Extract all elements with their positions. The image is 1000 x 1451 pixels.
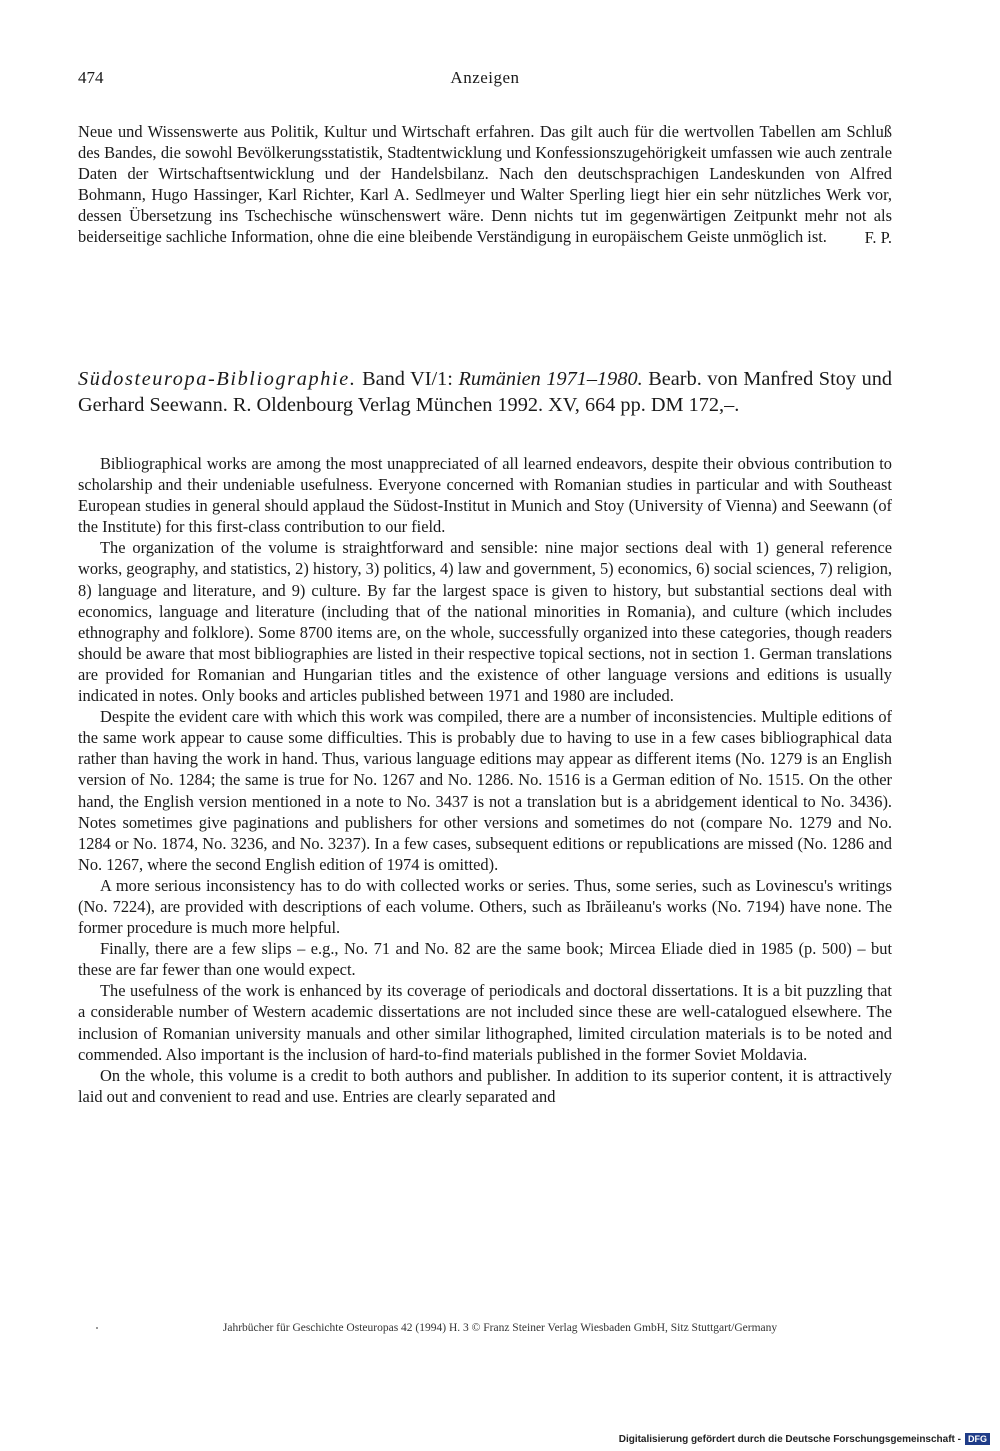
review-paragraph: The usefulness of the work is enhanced by its coverage of periodicals and doctoral dissertations. It is a bit puzzling that a considerable number of Western academic dissertations are not included since these are well-catalogued elsewhere. The inclusion of Romanian university manuals and other similar lithographed, limited circulation materials is to be noted and commended. Also important is the inclusion of hard-to-find materials published in the former Soviet Moldavia. <box>78 981 892 1064</box>
previous-review-ending <box>78 121 892 248</box>
funding-note: Digitalisierung gefördert durch die Deutsche Forschungsgemeinschaft - <box>618 1433 961 1445</box>
review-paragraph: A more serious inconsistency has to do with collected works or series. Thus, some series, such as Lovinescu's writings (No. 7224), are provided with descriptions of each volume. Others, such as Ibrăileanu's works (No. 7194) have none. The former procedure is much more helpful. <box>78 875 892 938</box>
reviewer-signature: F. P. <box>864 227 892 247</box>
review-paragraph: On the whole, this volume is a credit to both authors and publisher. In addition to its superior content, it is attractively laid out and convenient to read and use. Entries are clearly separated and <box>78 1065 892 1106</box>
running-title: Anzeigen <box>450 68 520 87</box>
publication-details: Bearb. von Manfred Stoy und Gerhard Seewann. R. Oldenbourg Verlag München 1992. XV, 664 pp. DM 172,–. <box>78 368 893 416</box>
review-paragraph: Despite the evident care with which this work was compiled, there are a number of inconsistencies. Multiple editions of the same work appear to cause some difficulties. This is probably due to having to use in a few cases bibliographical data rather than having the work in hand. Thus, various language editions may appear as different items (No. 1279 is an English version of No. 1284; the same is true for No. 1267 and No. 1286. No. 1516 is a German edition of No. 1515. On the other hand, the English version mentioned in a note to No. 3437 is not a translation but is a abridgement identical to No. 3436). Notes sometimes give paginations and publishers for other versions and sometimes do not (compare No. 1279 and No. 1284 or No. 1874, No. 3236, and No. 3237). In a few cases, subsequent editions or republications are missed (No. 1286 and No. 1267, where the second English edition of 1974 is omitted). <box>78 707 892 874</box>
review-paragraph: The organization of the volume is straightforward and sensible: nine major sections deal with 1) general reference works, geography, and statistics, 2) history, 3) politics, 4) law and government, 5) economics, 6) social sciences, 7) religion, 8) language and literature, and 9) culture. By far the largest space is given to history, but substantial sections deal with economics, language and literature (including that of the national minorities in Romania), and culture (which includes ethnography and folklore). Some 8700 items are, on the whole, successfully organized into these categories, though readers should be aware that most bibliographies are listed in their respective topical sections, not in section 1. German translations are provided for Romanian and Hungarian titles and the existence of other language versions and editions is usually indicated in notes. Only books and articles published between 1971 and 1980 are included. <box>78 538 892 706</box>
page-header <box>78 68 892 98</box>
series-title: Südosteuropa-Bibliographie. <box>78 368 357 390</box>
review-body <box>78 453 892 1107</box>
dfg-logo-icon: DFG <box>965 1433 990 1445</box>
funding-bar <box>619 1432 990 1446</box>
volume-label: Band VI/1: <box>356 368 459 390</box>
review-heading <box>78 366 892 418</box>
review-paragraph: Bibliographical works are among the most unappreciated of all learned endeavors, despite their obvious contribution to scholarship and their undeniable usefulness. Everyone concerned with Romanian studies in particular and with Southeast European studies in general should applaud the Südost-Institut in Munich and Stoy (University of Vienna) and Seewann (of the Institute) for this first-class contribution to our field. <box>78 454 892 537</box>
journal-footer: Jahrbücher für Geschichte Osteuropas 42 (1994) H. 3 © Franz Steiner Verlag Wiesbaden GmbH, Sitz Stuttgart/Germany <box>222 1322 778 1334</box>
volume-title: Rumänien 1971–1980. <box>458 368 643 390</box>
previous-review-text: Neue und Wissenswerte aus Politik, Kultur und Wirtschaft erfahren. Das gilt auch für die wertvollen Tabellen am Schluß des Bandes, die sowohl Bevölkerungsstatistik, Stadtentwicklung und Konfessionszugehörigkeit umfassen wie auch zentrale Daten der Wirtschaftsentwicklung und der Handelsbilanz. Nach den deutschsprachigen Landeskunden von Alfred Bohmann, Hugo Hassinger, Karl Richter, Karl A. Sedlmeyer und Walter Sperling liegt hier ein sehr nützliches Werk vor, dessen Übersetzung ins Tschechische wünschenswert wäre. Denn nichts tut im gegenwärtigen Zeitpunkt mehr not als beiderseitige sachliche Information, ohne die eine bleibende Verständigung in europäischem Geiste unmöglich ist. <box>78 122 892 247</box>
review-paragraph: Finally, there are a few slips – e.g., No. 71 and No. 82 are the same book; Mircea Eliade died in 1985 (p. 500) – but these are far fewer than one would expect. <box>78 939 892 980</box>
page-number: 474 <box>78 68 104 87</box>
